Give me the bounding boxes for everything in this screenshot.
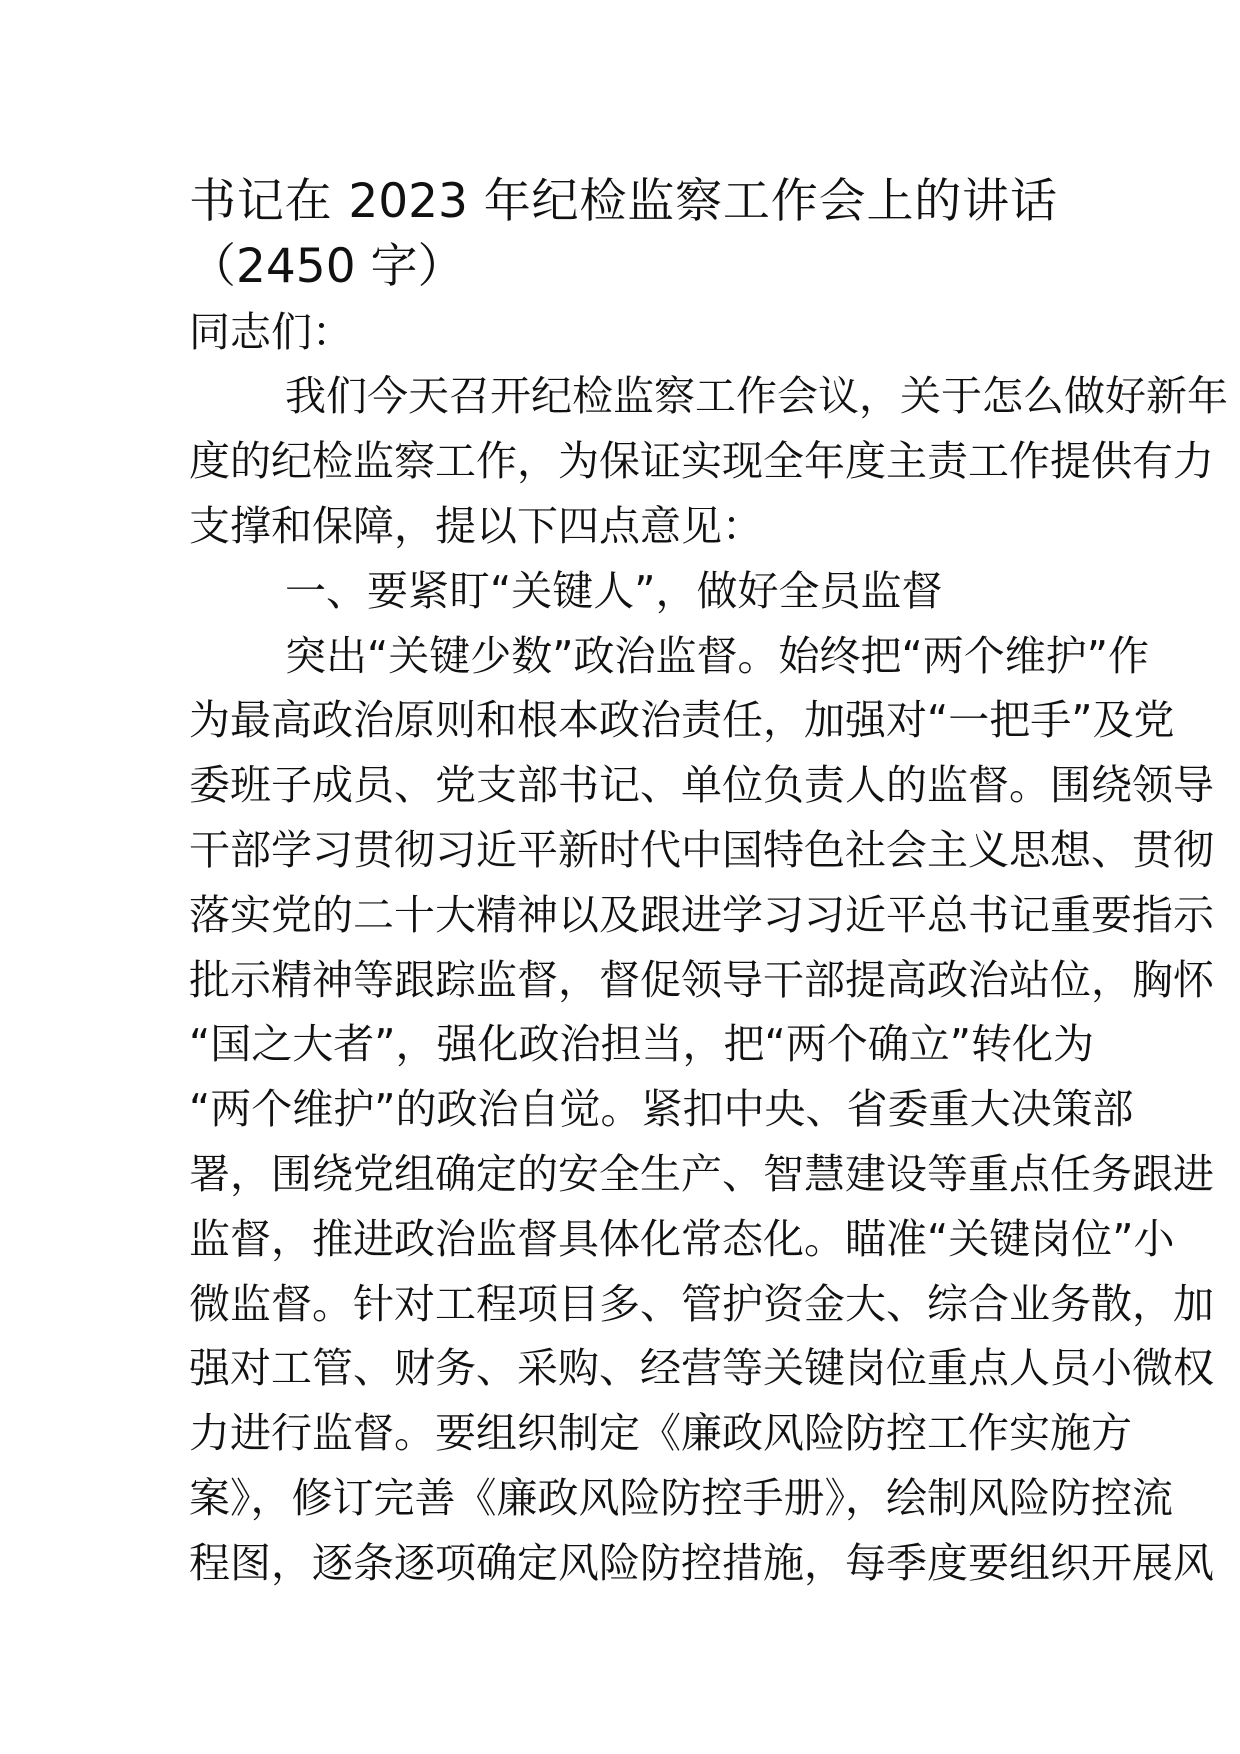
intro-line: 我们今天召开纪检监察工作会议，关于怎么做好新年 xyxy=(285,372,1228,421)
body-line: 批示精神等跟踪监督，督促领导干部提高政治站位，胸怀 xyxy=(189,955,1214,1004)
body-line: 署，围绕党组确定的安全生产、智慧建设等重点任务跟进 xyxy=(189,1149,1214,1198)
body-line: 为最高政治原则和根本政治责任，加强对“一把手”及党 xyxy=(189,696,1175,745)
body-line: 监督，推进政治监督具体化常态化。瞄准“关键岗位”小 xyxy=(189,1214,1175,1263)
body-line: 干部学习贯彻习近平新时代中国特色社会主义思想、贯彻 xyxy=(189,825,1214,874)
intro-line: 度的纪检监察工作，为保证实现全年度主责工作提供有力 xyxy=(189,437,1214,486)
body-line: 力进行监督。要组织制定《廉政风险防控工作实施方 xyxy=(189,1409,1132,1458)
body-line: “国之大者”，强化政治担当，把“两个确立”转化为 xyxy=(189,1020,1094,1069)
document-page xyxy=(189,170,1228,1596)
intro-line: 支撑和保障，提以下四点意见： xyxy=(189,501,763,550)
body-line: “两个维护”的政治自觉。紧扣中央、省委重大决策部 xyxy=(189,1085,1134,1134)
body-line: 案》，修订完善《廉政风险防控手册》，绘制风险防控流 xyxy=(189,1473,1173,1522)
document-title-word-count: （2450 字） xyxy=(189,238,465,294)
body-line: 程图，逐条逐项确定风险防控措施，每季度要组织开展风 xyxy=(189,1538,1214,1587)
body-line: 强对工管、财务、采购、经营等关键岗位重点人员小微权 xyxy=(189,1344,1214,1393)
body-line: 落实党的二十大精神以及跟进学习习近平总书记重要指示 xyxy=(189,890,1214,939)
body-line: 委班子成员、党支部书记、单位负责人的监督。围绕领导 xyxy=(189,761,1214,810)
section-heading: 一、要紧盯“关键人”，做好全员监督 xyxy=(285,566,943,615)
body-line: 微监督。针对工程项目多、管护资金大、综合业务散，加 xyxy=(189,1279,1214,1328)
document-title: 书记在 2023 年纪检监察工作会上的讲话 xyxy=(189,174,1057,229)
body-line: 突出“关键少数”政治监督。始终把“两个维护”作 xyxy=(285,631,1149,680)
salutation: 同志们： xyxy=(189,307,353,356)
